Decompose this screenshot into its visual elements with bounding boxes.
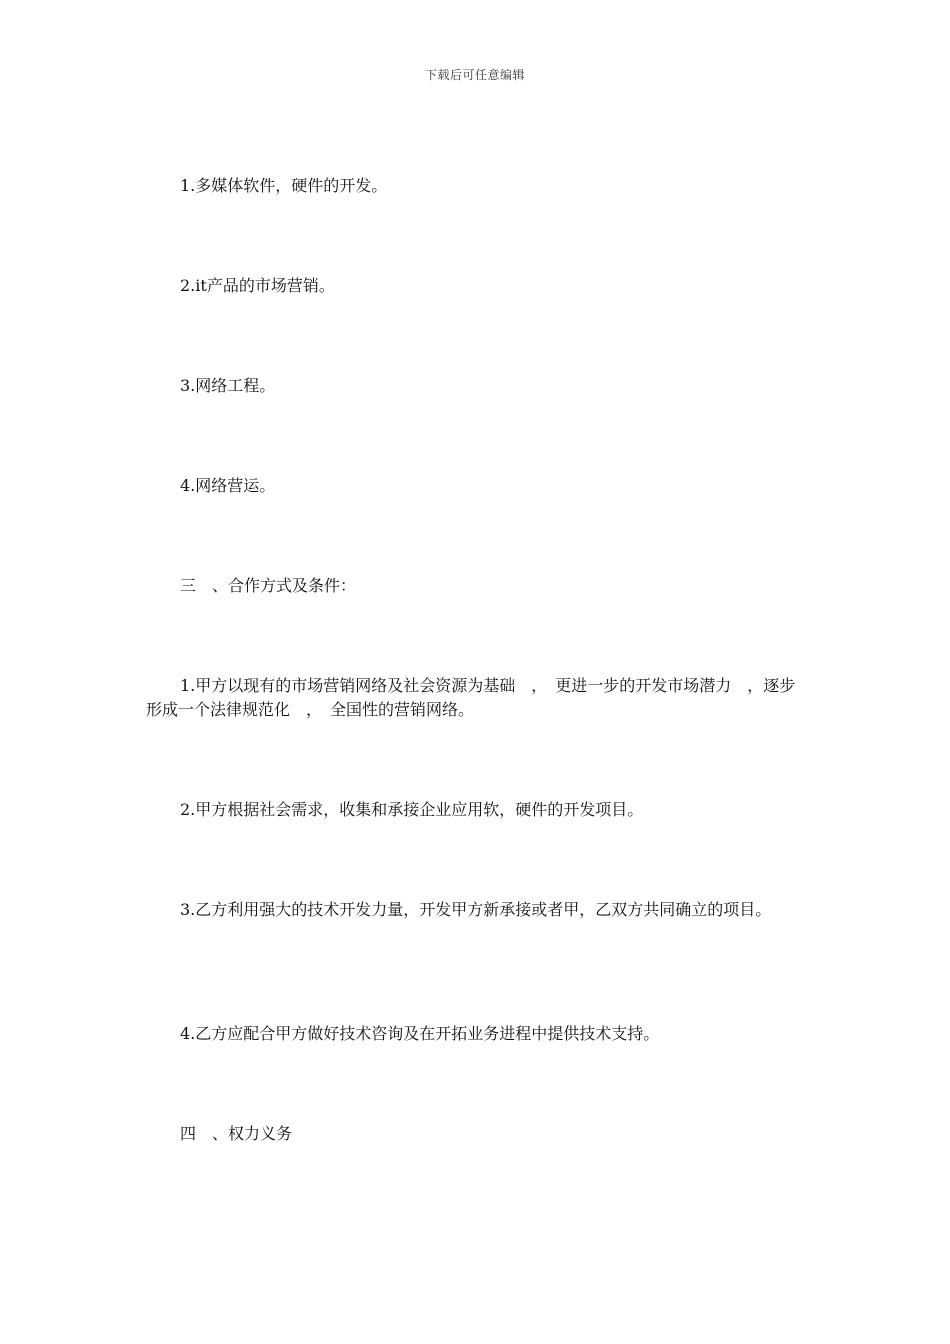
paragraph-2: 2.it产品的市场营销。 — [180, 276, 335, 295]
paragraph-7: 3.乙方利用强大的技术开发力量，开发甲方新承接或者甲，乙双方共同确立的项目。 — [180, 900, 772, 919]
paragraph-6: 2.甲方根据社会需求，收集和承接企业应用软，硬件的开发项目。 — [180, 800, 644, 819]
paragraph-5: 1.甲方以现有的市场营销网络及社会资源为基础 ， 更进一步的开发市场潜力 ，逐步形成一个法律规范化 ， 全国性的营销网络。 — [146, 676, 796, 719]
paragraph-8: 4.乙方应配合甲方做好技术咨询及在开拓业务进程中提供技术支持。 — [180, 1024, 660, 1043]
paragraph-1: 1.多媒体软件，硬件的开发。 — [180, 176, 388, 195]
paragraph-3: 3.网络工程。 — [180, 376, 276, 395]
paragraph-4: 4.网络营运。 — [180, 476, 276, 495]
section-heading-4: 四 、权力义务 — [180, 1124, 293, 1143]
section-heading-3: 三 、合作方式及条件： — [180, 576, 357, 595]
page-header: 下载后可任意编辑 — [424, 68, 525, 82]
